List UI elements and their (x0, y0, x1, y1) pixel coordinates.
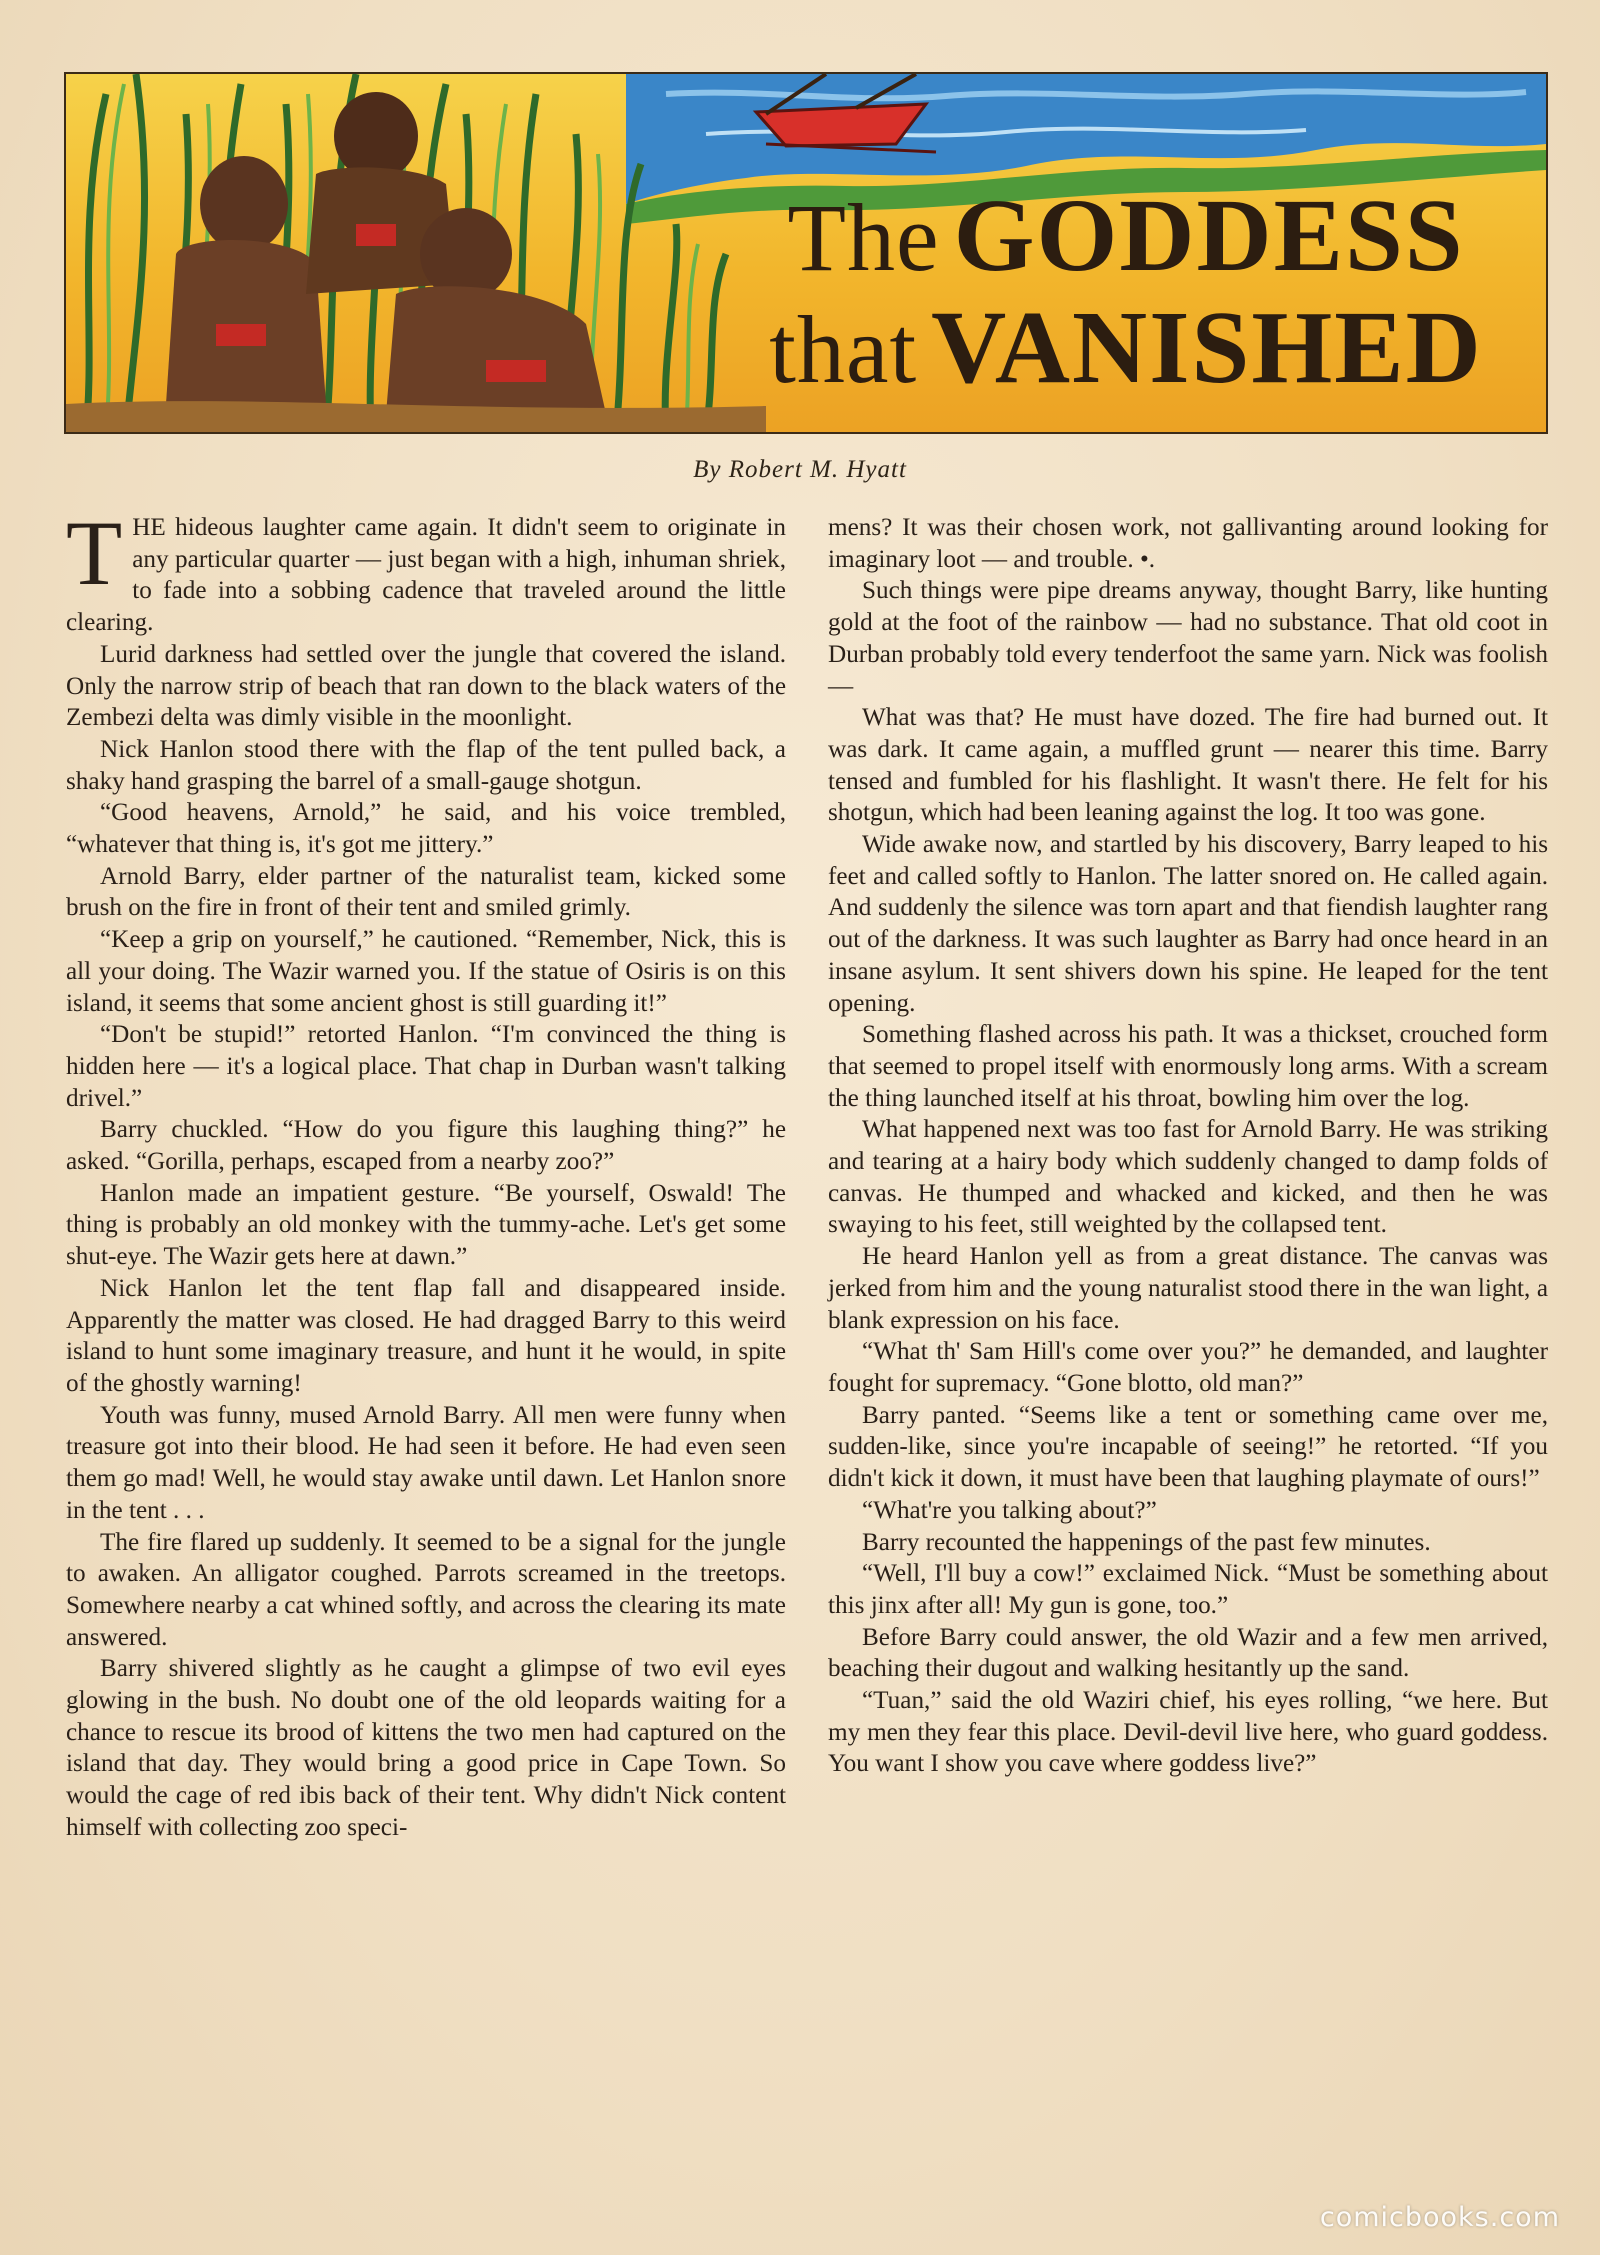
paragraph: “Good heavens, Arnold,” he said, and his voice trembled, “whatever that thing is, it's got me jittery.” (66, 799, 786, 859)
paragraph: Arnold Barry, elder partner of the naturalist team, kicked some brush on the fire in front of their tent and smiled grimly. (66, 862, 786, 922)
paragraph: What happened next was too fast for Arnold Barry. He was striking and tearing at a hairy body which suddenly changed to damp folds of canvas. He thumped and whacked and kicked, and then he was swaying to his feet, still weighted by the collapsed tent. (828, 1116, 1548, 1239)
paragraph: mens? It was their chosen work, not gallivanting around looking for imaginary loot — and trouble. •. (828, 514, 1548, 573)
title-vanished: VANISHED (931, 290, 1483, 405)
story-title (726, 178, 1526, 405)
ground (66, 401, 766, 432)
paragraph: “What th' Sam Hill's come over you?” he demanded, and laughter fought for supremacy. “Gone blotto, old man?” (828, 1338, 1548, 1397)
site-watermark: comicbooks.com (1319, 2202, 1560, 2233)
paragraph: Lurid darkness had settled over the jungle that covered the island. Only the narrow strip of beach that ran down to the black waters of the Zembezi delta was dimly visible in the moonlight. (66, 640, 786, 732)
paragraph: The fire flared up suddenly. It seemed to be a signal for the jungle to awaken. An alligator coughed. Parrots screamed in the treetops. Somewhere nearby a cat whined softly, and across the clearing its mate answered. (66, 1528, 786, 1651)
paragraph: Nick Hanlon stood there with the flap of the tent pulled back, a shaky hand grasping the barrel of a small-gauge shotgun. (66, 735, 786, 795)
paragraph: Hanlon made an impatient gesture. “Be yourself, Oswald! The thing is probably an old monkey with the tummy-ache. Let's get some shut-eye. The Wazir gets here at dawn.” (66, 1179, 786, 1271)
title-the: The (787, 184, 940, 291)
paragraph: Such things were pipe dreams anyway, thought Barry, like hunting gold at the foot of the rainbow — had no substance. That old coot in Durban probably told every tenderfoot the same yarn. Nick was foolish — (828, 577, 1548, 700)
paragraph: “Keep a grip on yourself,” he cautioned. “Remember, Nick, this is all your doing. The Wazir warned you. If the statue of Osiris is on this island, it seems that some ancient ghost is still guarding it!” (66, 926, 786, 1017)
paragraph: Barry chuckled. “How do you figure this laughing thing?” he asked. “Gorilla, perhaps, escaped from a nearby zoo?” (66, 1116, 786, 1176)
byline: By Robert M. Hyatt (693, 456, 907, 483)
paragraph: Barry shivered slightly as he caught a glimpse of two evil eyes glowing in the bush. No doubt one of the old leopards waiting for a chance to rescue its brood of kittens the two men had captured on the island that day. They would bring a good price in Cape Town. So would the cage of red ibis back of their tent. Why didn't Nick content himself with collecting zoo speci- (66, 1655, 786, 1841)
paragraph: Youth was funny, mused Arnold Barry. All men were funny when treasure got into their blood. He had seen it before. He had even seen them go mad! Well, he would stay awake until dawn. Let Hanlon snore in the tent . . . (66, 1401, 786, 1524)
title-line-1 (726, 178, 1526, 293)
paragraph: Wide awake now, and startled by his discovery, Barry leaped to his feet and called softly to Hanlon. The latter snored on. He called again. And suddenly the silence was torn apart and that fiendish laughter rang out of the darkness. It was such laughter as Barry had once heard in an insane asylum. It sent shivers down his spine. He leaped for the tent opening. (828, 831, 1548, 1017)
paragraph: Something flashed across his path. It was a thickset, crouched form that seemed to propel itself with enormously long arms. With a scream the thing launched itself at his throat, bowling him over the log. (828, 1021, 1548, 1112)
title-banner (64, 72, 1548, 434)
title-that: that (769, 296, 918, 403)
paragraph: “Don't be stupid!” retorted Hanlon. “I'm convinced the thing is hidden here — it's a logical place. That chap in Durban wasn't talking drivel.” (66, 1021, 786, 1112)
drop-cap: T (66, 502, 123, 604)
paragraph: Nick Hanlon let the tent flap fall and disappeared inside. Apparently the matter was closed. He had dragged Barry to this weird island to hunt some imaginary treasure, and hunt it he would, in spite of the ghostly warning! (66, 1274, 786, 1397)
paragraph: What was that? He must have dozed. The fire had burned out. It was dark. It came again, a muffled grunt — nearer this time. Barry tensed and fumbled for his flashlight. It wasn't there. He felt for his shotgun, which had been leaning against the log. It too was gone. (828, 704, 1548, 827)
title-line-2 (726, 290, 1526, 405)
left-column (66, 502, 786, 1844)
paragraph: Barry panted. “Seems like a tent or something came over me, sudden-like, since you're incapable of seeing!” he retorted. “If you didn't kick it down, it must have been that laughing playmate of ours!” (828, 1401, 1548, 1493)
paragraph: “Well, I'll buy a cow!” exclaimed Nick. “Must be something about this jinx after all! My gun is gone, too.” (828, 1560, 1548, 1619)
paragraph: “Tuan,” said the old Waziri chief, his eyes rolling, “we here. But my men they fear this place. Devil-devil live here, who guard goddess. You want I show you cave where goddess live?” (828, 1687, 1548, 1778)
paragraph: Before Barry could answer, the old Wazir and a few men arrived, beaching their dugout and walking hesitantly up the sand. (828, 1623, 1548, 1683)
right-column (828, 512, 1548, 1780)
paragraph-1-text: HE hideous laughter came again. It didn't seem to originate in any particular quarter — just began with a high, inhuman shriek, to fade into a sobbing cadence that traveled around the little clearing. (66, 514, 786, 637)
paragraph: “What're you talking about?” (862, 1496, 1157, 1524)
paragraph-1 (66, 502, 786, 639)
paragraph: He heard Hanlon yell as from a great distance. The canvas was jerked from him and the young naturalist stood there in the wan light, a blank expression on his face. (828, 1243, 1548, 1334)
paragraph: Barry recounted the happenings of the past few minutes. (862, 1528, 1431, 1556)
title-goddess: GODDESS (953, 178, 1465, 293)
